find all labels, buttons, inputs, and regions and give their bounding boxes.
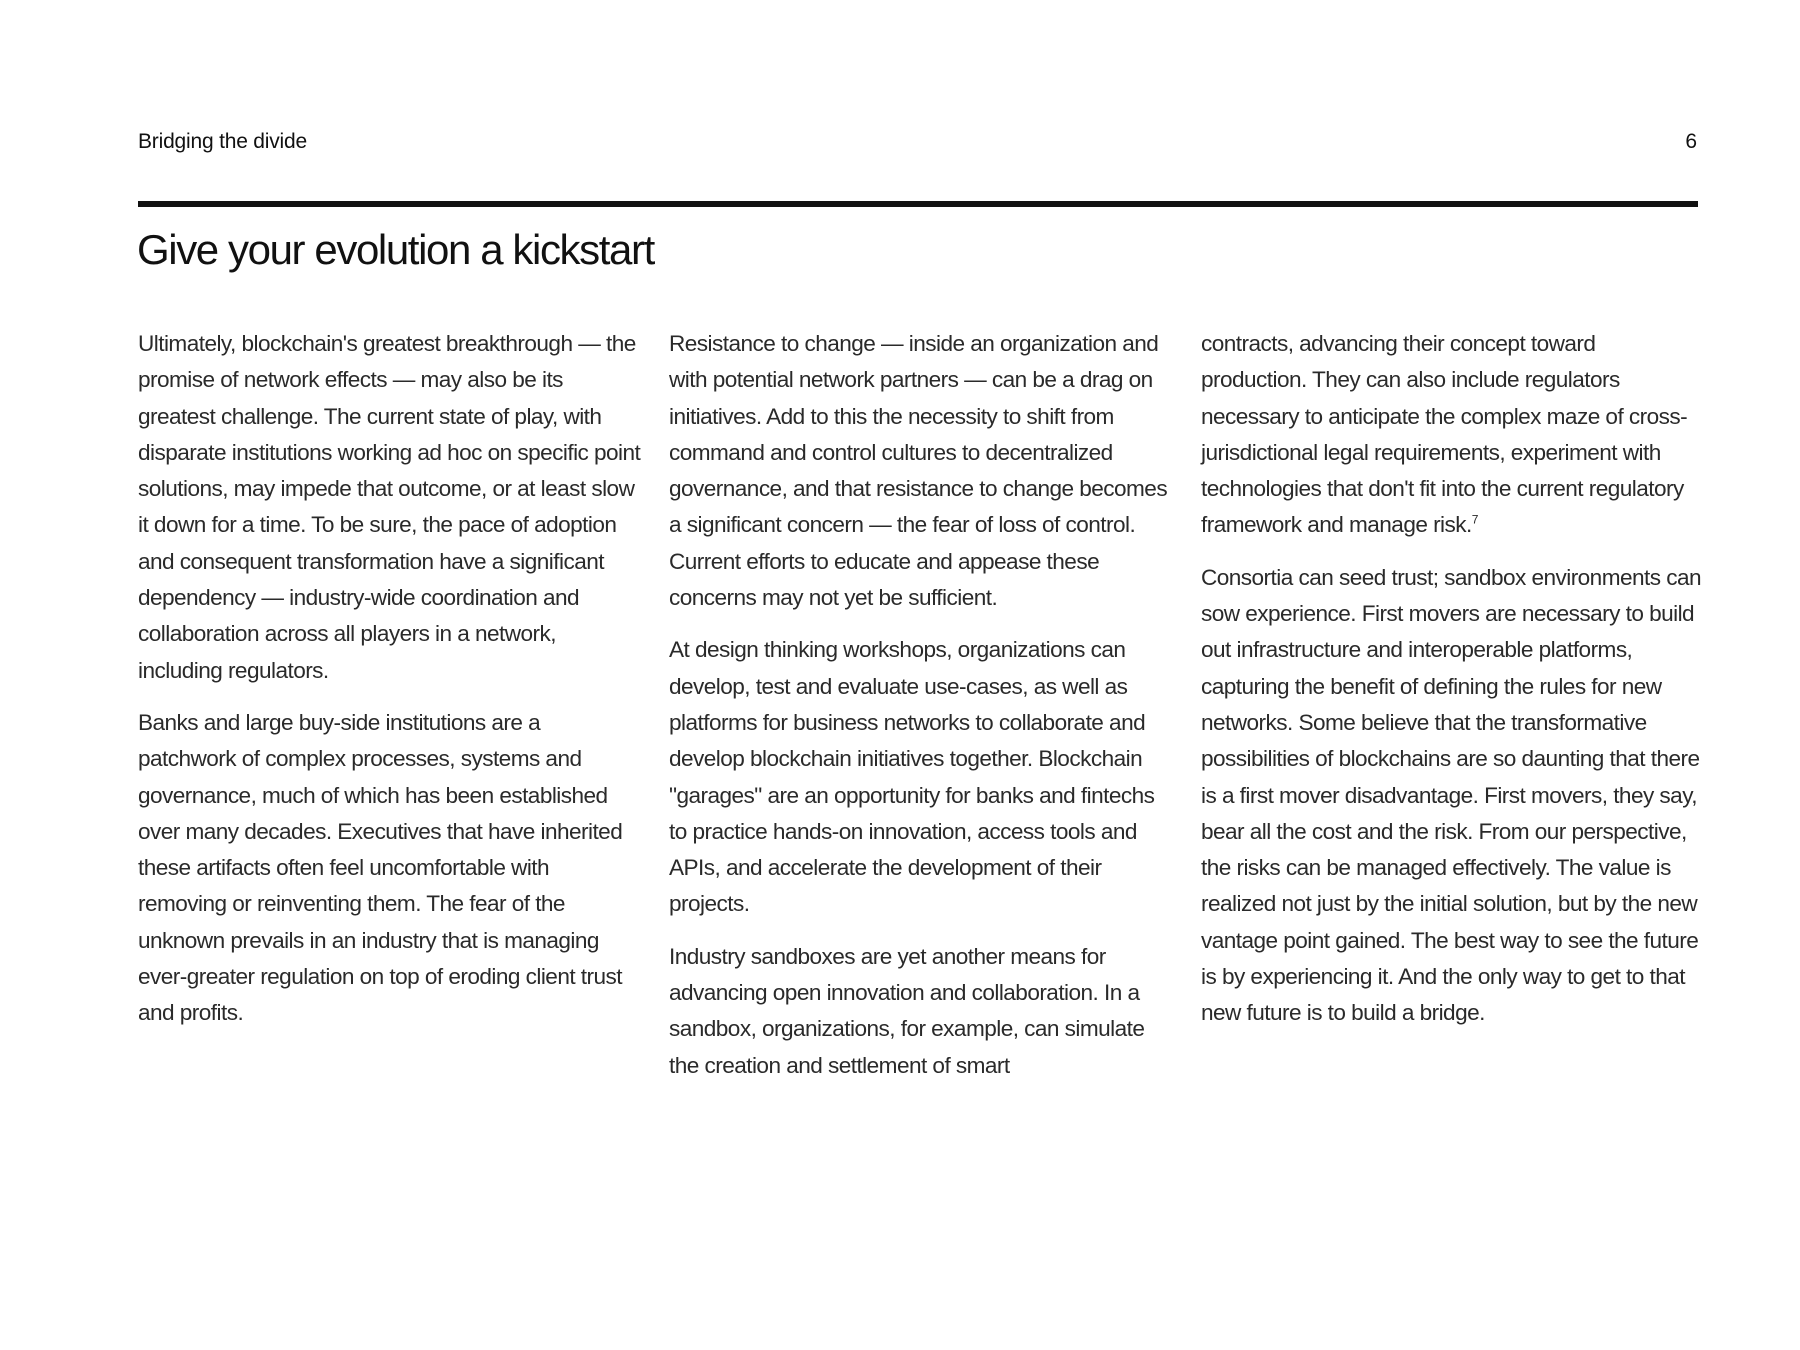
footnote-reference[interactable]: 7 (1471, 512, 1479, 527)
paragraph: Consortia can seed trust; sandbox environments can sow experience. First movers are necessary to build out infrastructure and interoperable platforms, capturing the benefit of defining the rules for new networks. Some believe that the transformative possibilities of blockchains are so daunting that there is a first mover disadvantage. First movers, they say, bear all the cost and the risk. From our perspective, the risks can be managed effectively. The value is realized not just by the initial solution, but by the new vantage point gained. The best way to see the future is by experiencing it. And the only way to get to that new future is to build a bridge. (1201, 564, 1701, 1026)
section-title: Give your evolution a kickstart (137, 226, 654, 273)
paragraph: Banks and large buy-side institutions are a patchwork of complex processes, systems and governance, much of which has been established over many decades. Executives that have inherited these artifacts often feel uncomfortable with removing or reinventing them. The fear of the unknown prevails in an industry that is managing ever-greater regulation on top of eroding client trust and profits. (138, 709, 623, 1026)
paragraph: Resistance to change — inside an organization and with potential network partners — can be a drag on initiatives. Add to this the necessity to shift from command and control cultures to decentralized governance, and that resistance to change becomes a significant concern — the fear of loss of control. Current efforts to educate and appease these concerns may not yet be sufficient. (669, 331, 1168, 611)
running-header-title: Bridging the divide (138, 130, 307, 153)
section-divider-rule (138, 201, 1698, 207)
page-number: 6 (1685, 130, 1697, 153)
text-column-3 (1201, 326, 1706, 1048)
paragraph: Industry sandboxes are yet another means for advancing open innovation and collaboration. In a sandbox, organizations, for example, can simulate the creation and settlement of smart (669, 943, 1145, 1078)
paragraph: At design thinking workshops, organizations can develop, test and evaluate use-cases, as well as platforms for business networks to collaborate and develop blockchain initiatives together. Blockchain "garages" are an opportunity for banks and fintechs to practice hands-on innovation, access tools and APIs, and accelerate the development of their projects. (669, 637, 1155, 917)
text-column-1 (138, 326, 643, 1048)
text-column-2 (669, 326, 1174, 1100)
paragraph-text: contracts, advancing their concept toward production. They can also include regulators necessary to anticipate the complex maze of cross-jurisdictional legal requirements, experiment with technologies that don't fit into the current regulatory framework and manage risk. (1201, 331, 1688, 538)
paragraph: Ultimately, blockchain's greatest breakthrough — the promise of network effects — may also be its greatest challenge. The current state of play, with disparate institutions working ad hoc on specific point solutions, may impede that outcome, or at least slow it down for a time. To be sure, the pace of adoption and consequent transformation have a significant dependency — industry-wide coordination and collaboration across all players in a network, including regulators. (138, 331, 641, 683)
paragraph-with-footnote (1201, 326, 1706, 544)
